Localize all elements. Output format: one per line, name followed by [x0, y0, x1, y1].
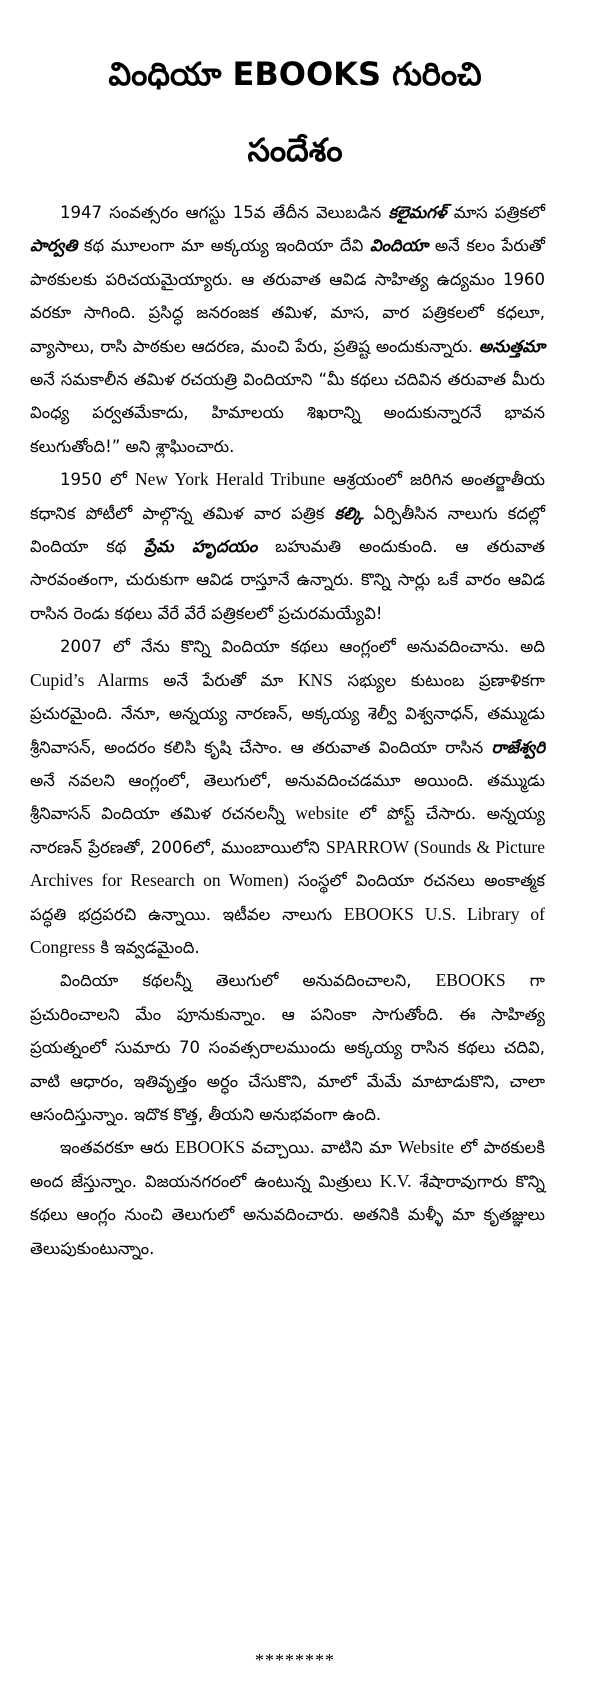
paragraph-3-text-g: అనే నవలని ఆంగ్లంలో, తెలుగులో, అనువదించడమూ అయింది. తమ్ముడు శ్రీనివాసన్ విందియా తమిళ రచనలన్నీ	[30, 770, 545, 824]
paragraph-2-text-e: ఏర్పితీసిన నాలుగు కదల్లో విందియా కథ	[30, 503, 546, 557]
book-name-cupids-alarms: Cupid’s Alarms	[30, 669, 149, 690]
paragraph-5-text-e: లో పాఠకులకి అంద జేస్తున్నాం. విజయనగరంలో ఉంటున్న మిత్రులు	[30, 1138, 545, 1191]
document-body	[30, 196, 545, 1265]
ebooks-word: EBOOKS	[435, 970, 506, 991]
newspaper-name: New York Herald Tribune	[135, 469, 326, 490]
footer-separator: ********	[255, 1650, 335, 1670]
writer-name-anuthama: అనుత్తమా	[478, 336, 545, 356]
paragraph-1-text-a: 1947 సంవత్సరం ఆగస్టు 15వ తేదీన వెలుబడిన	[60, 203, 389, 222]
paragraph-5-text-g: శేషారావుగారు కొన్ని కథలు ఆంగ్లం నుంచి తెలుగులో అనువదించారు. అతనికి మళ్ళీ మా కృతజ్ఞులు తెలుపుకుంటున్నాం.	[30, 1171, 546, 1258]
initials-kv: K.V.	[379, 1170, 412, 1191]
document-title-line-1: వింధియా EBOOKS గురించి	[108, 55, 482, 93]
paragraph-1-text-g: అనే కలం పేరుతో పాఠకులకు పరిచయమైయ్యారు. ఆ తరువాత ఆవిడ సాహిత్య ఉద్యమం 1960 వరకూ సాగింది. ప్రసిద్ధ జనరంజక తమిళ, మాస, వార పత్రికలలో కధలూ, వ్యాసాలు, రాసి పాఠకుల ఆదరణ, మంచి పేరు, ప్రతిష్ట అందుకున్నారు.	[30, 236, 545, 356]
paragraph-4-text-c: గా ప్రచురించాలని మేం పూనుకున్నాం. ఆ పనింకా సాగుతోంది. ఈ సాహిత్య ప్రయత్నంలో సుమారు 70 సంవత్సరాలముందు అక్కయ్య రాసిన కథలు చదివి, వాటి ఆధారం, ఇతివృత్తం అర్ధం చేసుకొని, మాలో మేమే మాటాడుకొని, చాలా ఆసందిస్తున్నాం. ఇదొక కొత్త, తీయని అనుభవంగా ఉంది.	[30, 971, 545, 1124]
paragraph-2	[30, 463, 545, 630]
paragraph-3-text-c: అనే పేరుతో మా	[148, 670, 298, 690]
website-word-2: Website	[398, 1137, 454, 1158]
paragraph-2-text-a: 1950 లో	[60, 470, 135, 490]
website-word: website	[295, 803, 349, 824]
paragraph-3-text-m: కి ఇవ్వడమైంది.	[95, 937, 200, 957]
paragraph-1-text-i: అనే సమకాలీన తమిళ రచయత్రి విందియాని “మీ కథలు చదివిన తరువాత మీరు వింధ్య పర్వతమేకాదు, హిమాలయ శిఖరాన్ని అందుకున్నారనే భావన కలుగుతోంది!” అని శ్లాఘించారు.	[30, 370, 545, 456]
paragraph-5-text-c: వచ్చాయి. వాటిని మా	[245, 1138, 399, 1158]
family-name-kns: KNS	[297, 669, 333, 690]
paragraph-5	[30, 1131, 545, 1265]
archive-name-sparrow: SPARROW (Sounds & Picture Archives for Research on Women)	[30, 836, 546, 891]
paragraph-2-text-g: బహుమతి అందుకుంది. ఆ తరువాత సారవంతంగా, చురుకుగా ఆవిడ రాస్తూనే ఉన్నారు. కొన్ని సార్లు ఒకే వారం ఆవిడ రాసిన రెండు కథలు వేరే వేరే పత్రికలలో ప్రచురమయ్యేవి!	[30, 537, 545, 623]
paragraph-3-text-i: లో పోస్ట్ చేసారు. అన్నయ్య నారణన్ ప్రేరణతో, 2006లో, ముంబాయిలోని	[30, 804, 545, 857]
paragraph-3-text-e: సభ్యుల కుటుంబ ప్రణాళికగా ప్రచురమైంది. నేనూ, అన్నయ్య నారణన్, అక్కయ్య శెల్వీ విశ్వనాధన్, తమ్ముడు శ్రీనివాసన్, అందరం కలిసి కృషి చేసాం. ఆ తరువాత విందియా రాసిన	[30, 670, 545, 757]
paragraph-1-text-c: మాస పత్రికలో	[446, 203, 545, 222]
paragraph-2-text-c: ఆశ్రయంలో జరిగిన అంతర్జాతీయ కధానిక పోటీలో పాల్గొన్న తమిళ వార పత్రిక	[30, 470, 546, 523]
magazine-name-kalaimagal: కలైమగళ్	[388, 203, 447, 222]
novel-name-rajeshwari: రాజేశ్వరి	[491, 737, 545, 757]
paragraph-3	[30, 630, 545, 964]
paragraph-3-text-a: 2007 లో నేను కొన్ని విందియా కథలు ఆంగ్లంలో అనువదించాను. అది	[60, 637, 545, 657]
paragraph-1-text-e: కథ మూలంగా మా అక్కయ్య ఇందియా దేవి	[77, 236, 370, 256]
ebooks-word-2: EBOOKS	[175, 1137, 246, 1158]
story-name-parvathi: పార్వతి	[30, 236, 78, 256]
pen-name-vindhiya: విందియా	[369, 236, 429, 256]
magazine-name-kalki: కల్కి	[334, 503, 364, 523]
paragraph-3-text-k: సంస్థలో విందియా రచనలు అంకాత్మక పద్ధతి భద్రపరచి ఉన్నాయి. ఇటీవల నాలుగు	[30, 871, 545, 924]
library-of-congress: EBOOKS U.S. Library of Congress	[30, 903, 545, 957]
story-name-prema-hrudayam: ప్రేమ హృదయం	[144, 537, 258, 557]
paragraph-5-text-a: ఇంతవరకూ ఆరు	[60, 1138, 175, 1158]
paragraph-1	[30, 196, 545, 463]
paragraph-4	[30, 964, 545, 1131]
paragraph-4-text-a: విందియా కథలన్నీ తెలుగులో అనువదించాలని,	[60, 971, 436, 991]
document-title-line-2: సందేశం	[247, 131, 343, 169]
